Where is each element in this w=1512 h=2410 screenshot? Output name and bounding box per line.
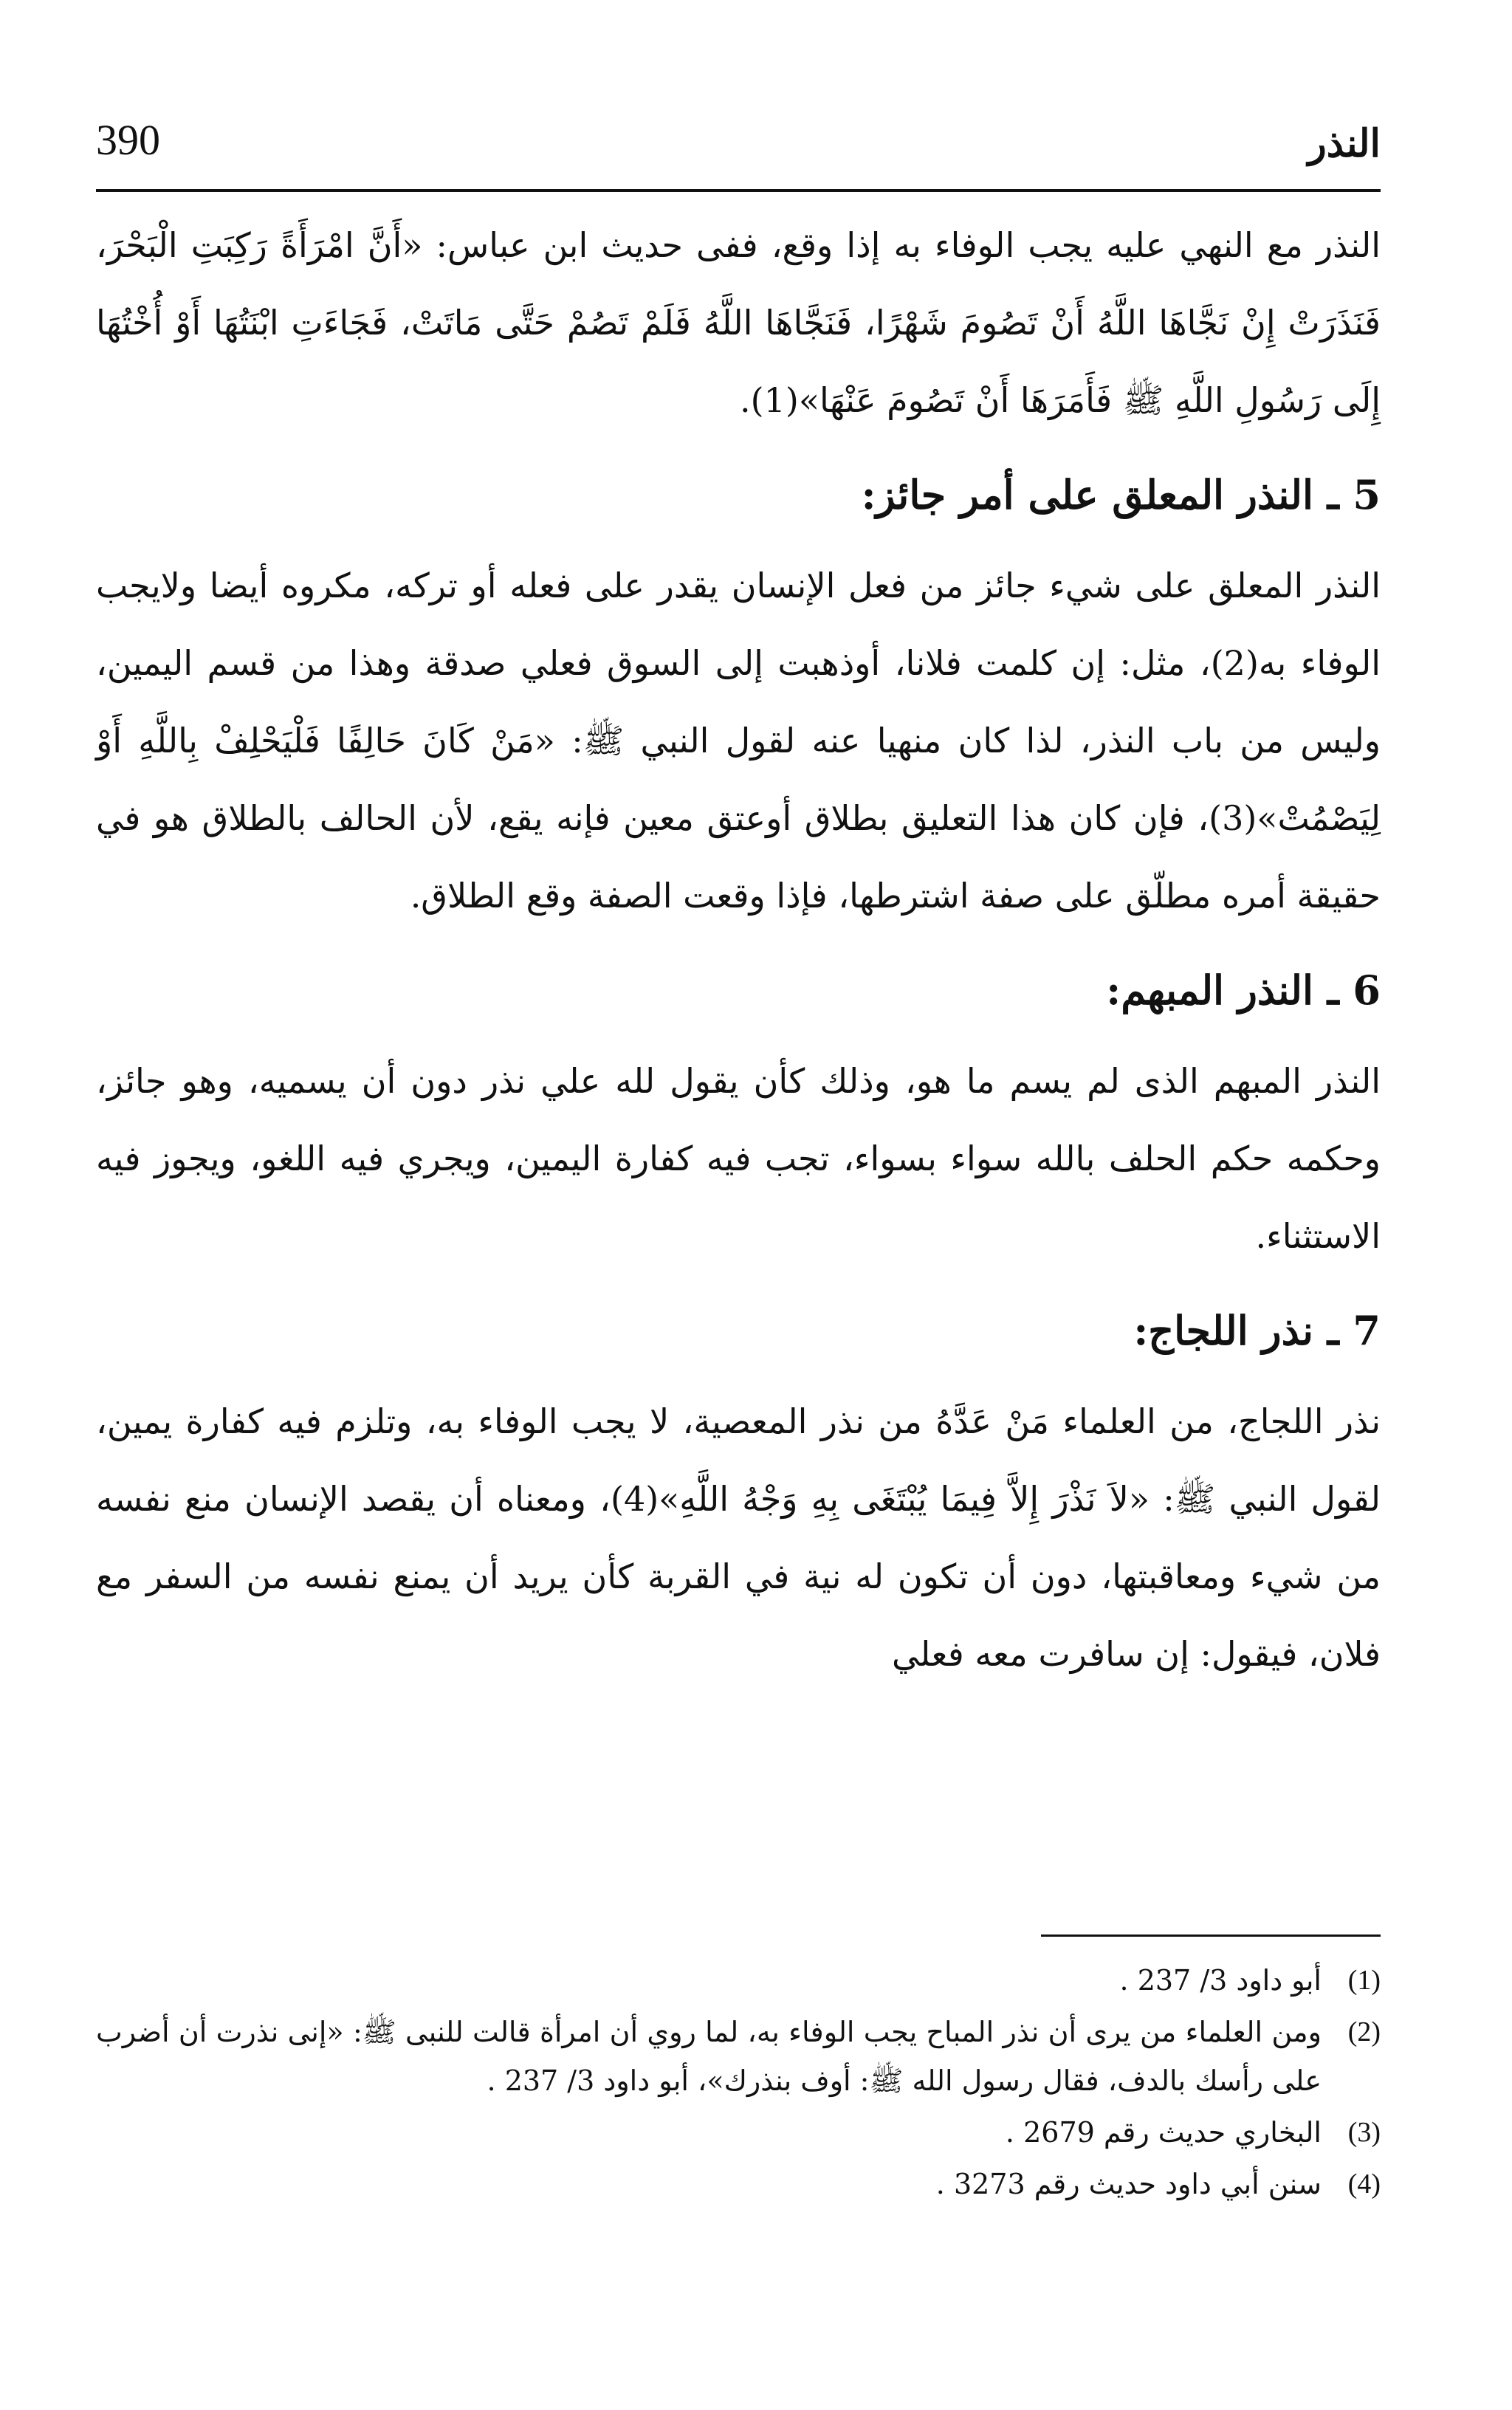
footnotes xyxy=(96,1934,1381,2211)
section-7-paragraph: نذر اللجاج، من العلماء مَنْ عَدَّهُ من نذر المعصية، لا يجب الوفاء به، وتلزم فيه كفارة يمين، لقول النبي ﷺ: «لاَ نَذْرَ إِلاَّ فِيمَا يُبْتَغَى بِهِ وَجْهُ اللَّهِ»(4)، ومعناه أن يقصد الإنسان منع نفسه من شيء ومعاقبتها، دون أن تكون له نية في القربة كأن يريد أن يمنع نفسه من السفر مع فلان، فيقول: إن سافرت معه فعلي xyxy=(96,1401,1381,1674)
footnote-3 xyxy=(96,2108,1381,2157)
section-5-heading: 5 ـ النذر المعلق على أمر جائز: xyxy=(861,471,1381,518)
footnote-text: أبو داود 3/ 237 . xyxy=(1119,1964,1322,1997)
page-number: 390 xyxy=(96,116,160,164)
section-5-paragraph: النذر المعلق على شيء جائز من فعل الإنسان يقدر على فعله أو تركه، مكروه أيضا ولايجب الوفاء به(2)، مثل: إن كلمت فلانا، أوذهبت إلى السوق فعلي صدقة وهذا من قسم اليمين، وليس من باب النذر، لذا كان منهيا عنه لقول النبي ﷺ: «مَنْ كَانَ حَالِفًا فَلْيَحْلِفْ بِاللَّهِ أَوْ لِيَصْمُتْ»(3)، فإن كان هذا التعليق بطلاق أوعتق معين فإنه يقع، لأن الحالف بالطلاق هو في حقيقة أمره مطلّق على صفة اشترطها، فإذا وقعت الصفة وقع الطلاق. xyxy=(96,566,1381,916)
footnote-2 xyxy=(96,2008,1381,2105)
footnote-4 xyxy=(96,2160,1381,2208)
footnote-1 xyxy=(96,1956,1381,2005)
footnote-text: البخاري حديث رقم 2679 . xyxy=(1005,2116,1322,2149)
footnote-text: سنن أبي داود حديث رقم 3273 . xyxy=(935,2168,1322,2200)
footnote-text: ومن العلماء من يرى أن نذر المباح يجب الوفاء به، لما روي أن امرأة قالت للنبى ﷺ: «إنى نذرت أن أضرب على رأسك بالدف، فقال رسول الله ﷺ: أوف بنذرك»، أبو داود 3/ 237 . xyxy=(96,2016,1322,2097)
intro-paragraph: النذر مع النهي عليه يجب الوفاء به إذا وقع، ففى حديث ابن عباس: «أَنَّ امْرَأَةً رَكِبَتِ الْبَحْرَ، فَنَذَرَتْ إِنْ نَجَّاهَا اللَّهُ أَنْ تَصُومَ شَهْرًا، فَنَجَّاهَا اللَّهُ فَلَمْ تَصُمْ حَتَّى مَاتَتْ، فَجَاءَتِ ابْنَتُهَا أَوْ أُخْتُهَا إِلَى رَسُولِ اللَّهِ ﷺ فَأَمَرَهَا أَنْ تَصُومَ عَنْهَا»(1). xyxy=(96,225,1381,420)
footnote-number: (1) xyxy=(1347,1965,1381,1996)
section-6-paragraph: النذر المبهم الذى لم يسم ما هو، وذلك كأن يقول لله علي نذر دون أن يسميه، وهو جائز، وحكمه حكم الحلف بالله سواء بسواء، تجب فيه كفارة اليمين، ويجري فيه اللغو، ويجوز فيه الاستثناء. xyxy=(96,1061,1381,1256)
section-7-heading: 7 ـ نذر اللجاج: xyxy=(1133,1307,1381,1354)
footnote-rule xyxy=(1041,1934,1381,1937)
running-title: النذر xyxy=(1307,121,1381,166)
page-header xyxy=(96,103,1381,185)
body-text xyxy=(96,207,1381,1693)
footnote-number: (3) xyxy=(1347,2117,1381,2148)
book-page xyxy=(96,103,1381,2200)
footnote-number: (4) xyxy=(1347,2169,1381,2200)
section-6-heading: 6 ـ النذر المبهم: xyxy=(1106,967,1381,1014)
header-rule xyxy=(96,189,1381,192)
footnote-number: (2) xyxy=(1347,2016,1381,2047)
